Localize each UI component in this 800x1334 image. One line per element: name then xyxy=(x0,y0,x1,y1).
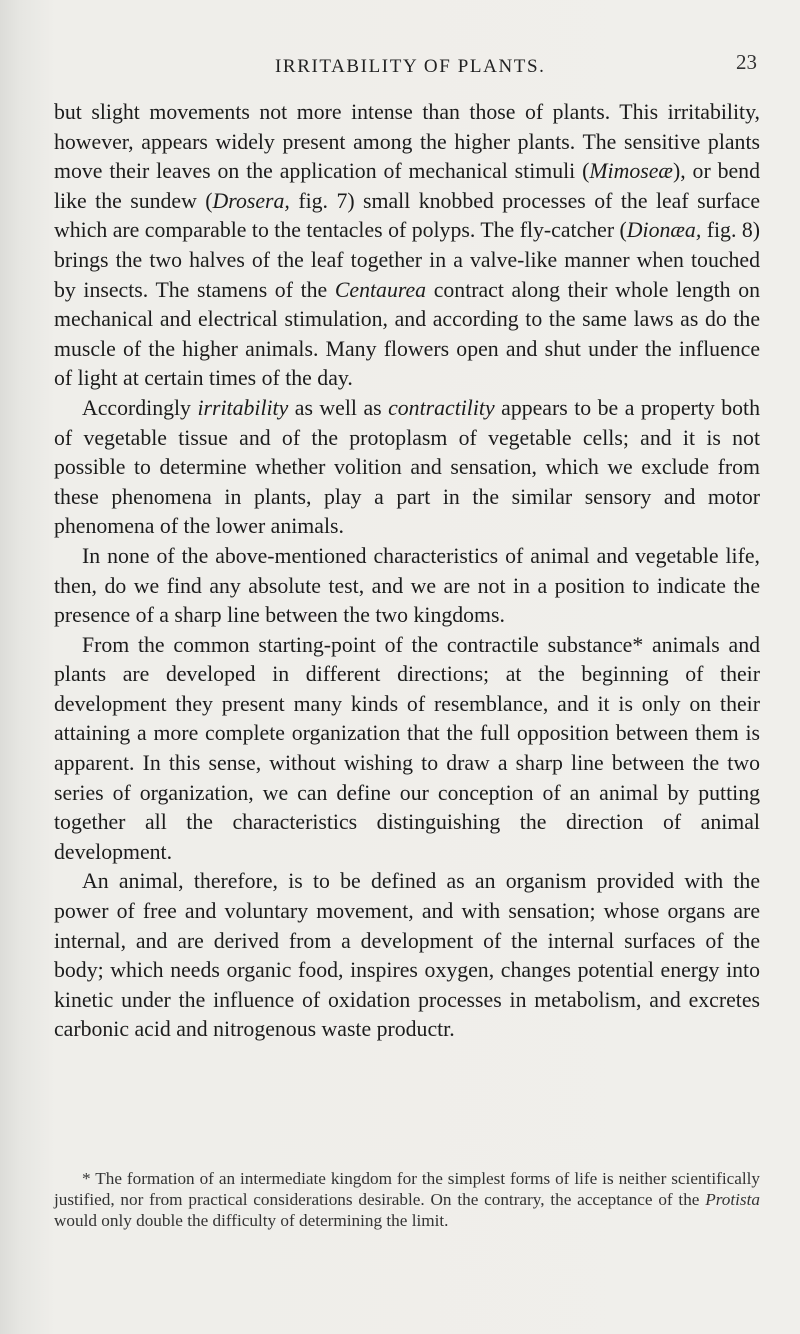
text-run: contract along their whole length on mechanical and electrical stimulation, and according to the same laws as do the muscle of the higher animals. Many flowers open and shut under the influence of light at certain times of the day. xyxy=(54,277,760,391)
italic-term: Drosera, xyxy=(212,188,290,213)
text-run: appears to be a property both of vegetable tissue and of the protoplasm of vegetable cells; and it is not possible to determine whether volition and sensation, which we exclude from these phenomena in plants, play a part in the similar sensory and motor phenomena of the lower animals. xyxy=(54,395,760,539)
text-run: but slight movements not more intense than those of plants. This irritability, however, appears widely present among the higher plants. The sensitive plants move their leaves on the application of mechanical stimuli ( xyxy=(54,100,760,184)
footnote xyxy=(54,1168,760,1231)
paragraph xyxy=(54,867,760,1045)
text-run: ), or bend like the sundew ( xyxy=(54,159,760,213)
page-header xyxy=(0,50,800,86)
italic-term: Centaurea xyxy=(334,277,427,302)
text-run: as well as xyxy=(288,395,389,420)
text-run: * The formation of an intermediate kingdom for the simplest forms of life is neither scientifically justified, nor from practical considerations desirable. On the contrary, the acceptance of the xyxy=(54,1169,760,1209)
italic-term: Mimoseæ xyxy=(589,159,673,184)
text-run: In none of the above-mentioned characteristics of animal and vegetable life, then, do we find any absolute test, and we are not in a position to indicate the presence of a sharp line between the two kingdoms. xyxy=(54,543,760,628)
italic-term: irritability xyxy=(197,395,289,420)
text-run: fig. 8) brings the two halves of the leaf together in a valve-like manner when touched by insects. The stamens of the xyxy=(54,218,761,302)
paragraph xyxy=(54,394,760,542)
text-run: From the common starting-point of the contractile substance* animals and plants are developed in different directions; at the beginning of their development they present many kinds of resemblance, and it is only on their attaining a more complete organization that the full opposition between them is apparent. In this sense, without wishing to draw a sharp line between the two series of organization, we can define our conception of an animal by putting together all the characteristics distinguishing the direction of animal development. xyxy=(54,632,760,864)
paragraph xyxy=(54,631,760,868)
running-head: IRRITABILITY OF PLANTS. xyxy=(275,56,546,77)
page-number: 23 xyxy=(736,50,757,74)
paragraph xyxy=(54,542,760,631)
italic-term: contractility xyxy=(388,395,495,420)
paragraph xyxy=(54,98,760,394)
italic-term: Protista xyxy=(705,1190,760,1209)
text-run: would only double the difficulty of determining the limit. xyxy=(54,1211,449,1230)
text-run: fig. 7) small knobbed processes of the leaf surface which are comparable to the tentacles of polyps. The fly-catcher ( xyxy=(54,188,760,243)
text-run: An animal, therefore, is to be defined as an organism provided with the power of free and voluntary movement, and with sensation; whose organs are internal, and are derived from a development of the internal surfaces of the body; which needs organic food, inspires oxygen, changes potential energy into kinetic under the influence of oxidation processes in metabolism, and excretes carbonic acid and nitrogenous waste productr. xyxy=(54,869,760,1042)
italic-term: Dionæa, xyxy=(626,218,702,243)
text-run: Accordingly xyxy=(82,395,198,420)
body-text xyxy=(54,98,760,1045)
